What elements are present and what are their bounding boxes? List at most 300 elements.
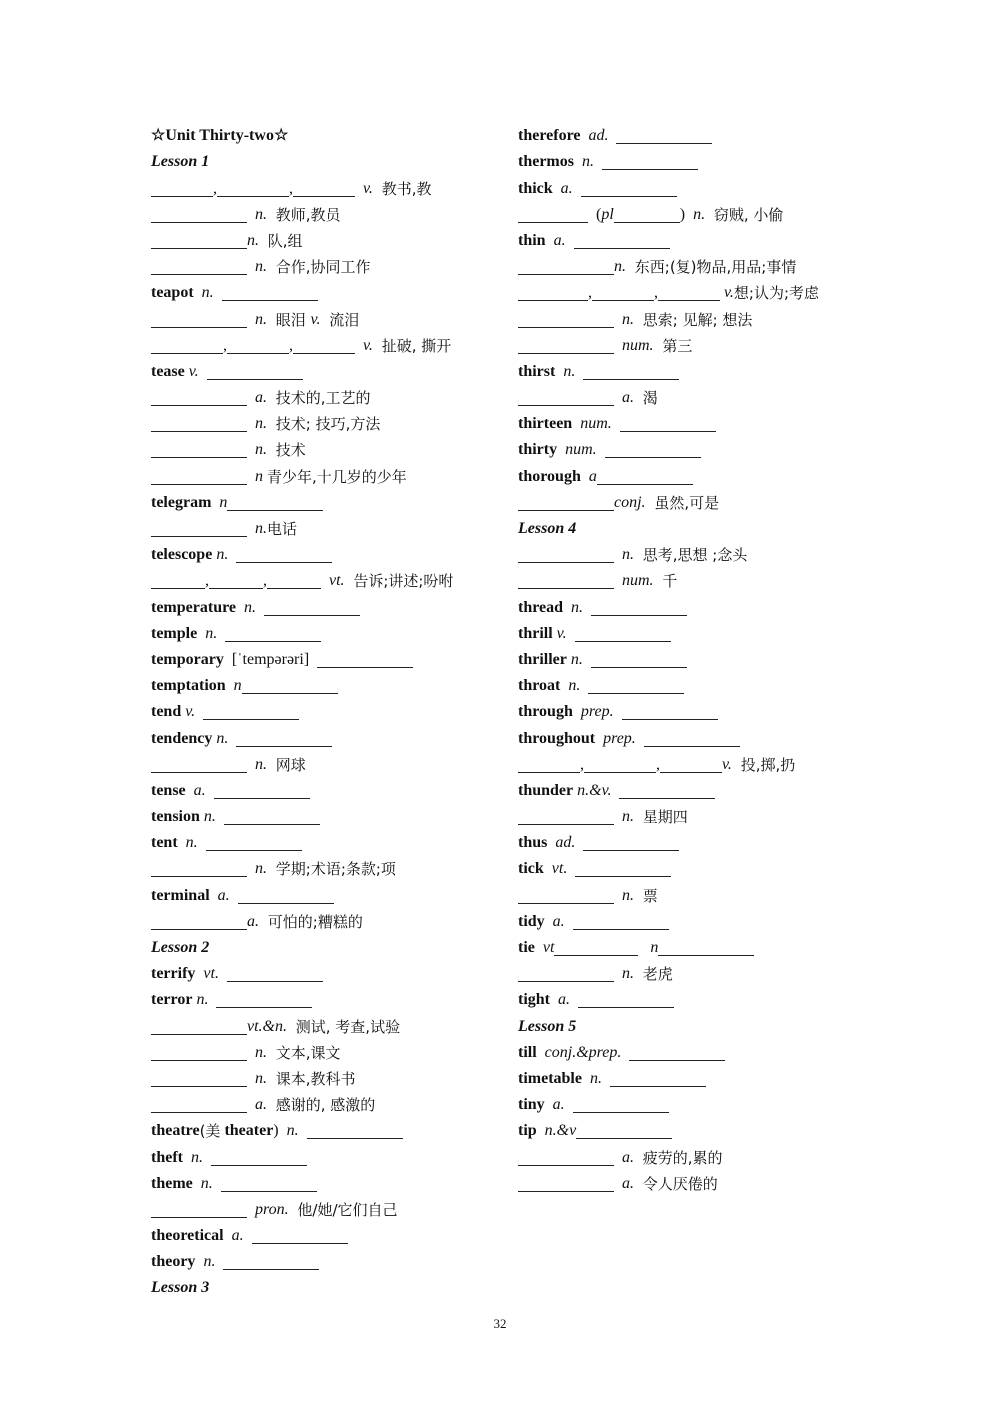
vocab-row — [518, 1092, 878, 1118]
vocab-word: tidy — [518, 912, 545, 930]
vocab-word: therefore — [518, 127, 581, 145]
answer-blank — [151, 466, 247, 485]
vocab-word: telegram — [151, 493, 212, 511]
part-of-speech: num. — [572, 415, 620, 433]
answer-blank — [614, 204, 680, 223]
answer-blank — [592, 282, 654, 301]
vocab-row — [518, 725, 878, 751]
part-of-speech: a. — [247, 389, 271, 407]
vocab-row — [518, 385, 878, 411]
part-of-speech: n. — [212, 546, 237, 564]
answer-blank — [221, 1173, 317, 1192]
vocab-row — [518, 804, 878, 830]
chinese-meaning: 千 — [657, 572, 678, 591]
answer-blank — [518, 963, 614, 982]
vocab-row — [151, 752, 501, 778]
part-of-speech: v. — [181, 703, 204, 721]
vocab-row — [518, 228, 878, 254]
answer-blank — [573, 1094, 669, 1113]
part-of-speech: n. — [212, 729, 237, 747]
answer-blank — [151, 858, 247, 877]
vocab-word: terrify — [151, 965, 196, 983]
answer-blank — [293, 178, 355, 197]
part-of-speech: n. — [247, 258, 271, 276]
part-of-speech: num. — [614, 572, 658, 590]
chinese-meaning: 渴 — [638, 389, 658, 408]
answer-blank — [660, 754, 722, 773]
part-of-speech: n. — [614, 965, 638, 983]
part-of-speech: v. — [310, 310, 325, 328]
answer-blank — [236, 728, 332, 747]
part-of-speech: vt. — [543, 860, 576, 878]
answer-blank — [518, 309, 614, 328]
answer-blank — [591, 597, 687, 616]
vocab-row — [151, 1144, 501, 1170]
answer-blank — [227, 335, 289, 354]
answer-blank — [518, 335, 614, 354]
part-of-speech: n. — [614, 546, 638, 564]
answer-blank — [574, 230, 670, 249]
answer-blank — [225, 623, 321, 642]
answer-blank — [578, 989, 674, 1008]
vocab-word: thermos — [518, 153, 574, 171]
lesson-heading — [151, 1275, 501, 1301]
vocab-word: tie — [518, 939, 535, 956]
answer-blank — [605, 439, 701, 458]
answer-blank — [151, 413, 247, 432]
text-fragment: ) — [679, 205, 690, 223]
vocab-word: thunder — [518, 781, 574, 799]
part-of-speech: n. — [177, 834, 206, 852]
chinese-meaning: 令人厌倦的 — [638, 1174, 718, 1193]
vocab-row — [518, 306, 878, 332]
vocab-word: till — [518, 1043, 537, 1061]
unit-title-text: ☆Unit Thirty-two☆ — [151, 127, 289, 145]
part-of-speech: n — [211, 493, 228, 511]
vocab-row — [518, 987, 878, 1013]
chinese-meaning: 想;认为;考虑 — [733, 284, 820, 303]
part-of-speech: n. — [247, 860, 271, 878]
answer-blank — [576, 1120, 672, 1139]
vocab-row — [518, 280, 878, 306]
answer-blank — [518, 1173, 614, 1192]
answer-blank — [151, 309, 247, 328]
chinese-meaning: 票 — [638, 886, 658, 905]
answer-blank — [616, 125, 712, 144]
vocab-word: theft — [151, 1148, 183, 1166]
chinese-meaning: 教师,教员 — [271, 205, 341, 224]
vocab-row — [151, 830, 501, 856]
vocab-word: thriller — [518, 650, 567, 668]
left-column — [151, 123, 501, 1301]
part-of-speech: n. — [236, 598, 264, 616]
part-of-speech: vt.&n. — [247, 1017, 291, 1035]
part-of-speech: n. — [614, 808, 638, 826]
vocab-row — [151, 228, 501, 254]
answer-blank — [151, 911, 247, 930]
answer-blank — [518, 1147, 614, 1166]
part-of-speech: ad. — [580, 127, 617, 145]
answer-blank — [518, 492, 614, 511]
part-of-speech: a. — [545, 231, 574, 249]
vocab-row — [518, 856, 878, 882]
lesson-heading — [518, 516, 878, 542]
part-of-speech: conj. — [614, 493, 650, 511]
text-fragment: ) — [273, 1122, 283, 1140]
vocab-row — [151, 961, 501, 987]
answer-blank — [317, 649, 413, 668]
vocab-row — [151, 778, 501, 804]
answer-blank — [575, 623, 671, 642]
part-of-speech: n. — [573, 153, 602, 171]
answer-blank — [151, 204, 247, 223]
chinese-meaning: 流泪 — [324, 310, 360, 329]
part-of-speech: n. — [247, 1043, 271, 1061]
answer-blank — [588, 675, 684, 694]
chinese-meaning: 第三 — [657, 336, 693, 355]
answer-blank — [518, 387, 614, 406]
chinese-meaning: 东西;(复)物品,用品;事情 — [630, 258, 797, 277]
part-of-speech: vt. — [321, 572, 349, 590]
chinese-meaning: 思考,思想 ;念头 — [638, 546, 748, 565]
vocab-row — [151, 1092, 501, 1118]
chinese-meaning: 可怕的;糟糕的 — [263, 912, 363, 931]
vocab-word: tight — [518, 991, 550, 1009]
answer-blank — [307, 1120, 403, 1139]
part-of-speech: n. — [247, 441, 271, 459]
vocab-row — [151, 280, 501, 306]
part-of-speech: n. — [247, 205, 271, 223]
chinese-meaning: 虽然,可是 — [649, 493, 720, 512]
answer-blank — [236, 544, 332, 563]
part-of-speech: n. — [555, 362, 584, 380]
answer-blank — [151, 335, 223, 354]
vocab-word: thread — [518, 598, 564, 616]
vocab-word: thrill — [518, 624, 553, 642]
answer-blank — [209, 570, 263, 589]
vocab-row — [151, 647, 501, 673]
answer-blank — [658, 937, 754, 956]
part-of-speech: n. — [282, 1122, 307, 1140]
part-of-speech: prep. — [572, 703, 622, 721]
vocab-row — [518, 1066, 878, 1092]
answer-blank — [518, 570, 614, 589]
vocab-word: terminal — [151, 886, 210, 904]
lesson-heading-text: Lesson 4 — [518, 520, 577, 537]
answer-blank — [151, 1068, 247, 1087]
vocab-word: teapot — [151, 284, 194, 302]
chinese-meaning: 文本,课文 — [271, 1043, 341, 1062]
chinese-meaning: 老虎 — [638, 965, 673, 984]
vocab-row — [518, 123, 878, 149]
part-of-speech: n — [247, 467, 267, 485]
lesson-heading — [518, 1013, 878, 1039]
vocab-word: tent — [151, 834, 178, 852]
answer-blank — [211, 1147, 307, 1166]
vocab-word: tense — [151, 781, 186, 799]
lesson-heading — [151, 149, 501, 175]
answer-blank — [267, 570, 321, 589]
vocab-row — [518, 437, 878, 463]
vocab-row — [151, 175, 501, 201]
part-of-speech: a — [580, 467, 597, 485]
vocab-row — [518, 149, 878, 175]
chinese-meaning: 告诉;讲述;吩咐 — [348, 572, 454, 591]
vocab-row — [518, 830, 878, 856]
text-fragment: , — [289, 336, 293, 354]
chinese-meaning: 教书,教 — [376, 179, 432, 198]
answer-blank — [573, 911, 669, 930]
answer-blank — [581, 178, 677, 197]
part-of-speech: n. — [560, 677, 589, 695]
answer-blank — [597, 466, 693, 485]
vocab-word: tend — [151, 703, 182, 721]
lesson-heading-text: Lesson 5 — [518, 1017, 577, 1035]
vocab-word: timetable — [518, 1069, 582, 1087]
vocab-row — [518, 961, 878, 987]
lesson-heading — [151, 935, 501, 961]
vocab-row — [518, 935, 878, 961]
vocab-row — [518, 882, 878, 908]
answer-blank — [151, 754, 247, 773]
part-of-speech: n.&v — [536, 1122, 577, 1140]
answer-blank — [575, 858, 671, 877]
vocab-word: thirty — [518, 441, 558, 459]
vocab-row — [151, 463, 501, 489]
vocab-row — [518, 594, 878, 620]
answer-blank — [518, 806, 614, 825]
part-of-speech: n. — [197, 624, 226, 642]
vocab-row — [518, 647, 878, 673]
vocab-word: theater — [220, 1122, 274, 1140]
vocab-row — [518, 778, 878, 804]
answer-blank — [622, 701, 718, 720]
vocab-row — [151, 882, 501, 908]
chinese-meaning: 技术 — [271, 441, 306, 460]
chinese-meaning: 测试, 考查,试验 — [291, 1017, 401, 1036]
vocab-row — [518, 568, 878, 594]
vocab-row — [151, 1066, 501, 1092]
answer-blank — [583, 361, 679, 380]
vocab-row — [518, 1171, 878, 1197]
vocab-word: thus — [518, 834, 548, 852]
answer-blank — [518, 544, 614, 563]
vocab-row — [518, 752, 878, 778]
unit-title — [151, 123, 501, 149]
part-of-speech: n.&v. — [573, 781, 620, 799]
chinese-meaning: 思索; 见解; 想法 — [638, 310, 753, 329]
vocab-word: theme — [151, 1174, 193, 1192]
vocab-row — [151, 1040, 501, 1066]
vocab-word: tendency — [151, 729, 213, 747]
vocab-word: theory — [151, 1253, 196, 1271]
chinese-meaning: 窃贼, 小偷 — [709, 205, 784, 224]
vocab-word: thick — [518, 179, 553, 197]
vocab-row — [151, 516, 501, 542]
vocab-row — [151, 542, 501, 568]
chinese-meaning: 眼泪 — [271, 310, 311, 329]
part-of-speech: v. — [722, 755, 736, 773]
part-of-speech: n. — [247, 520, 267, 537]
answer-blank — [227, 963, 323, 982]
vocab-row — [518, 463, 878, 489]
answer-blank — [658, 282, 720, 301]
part-of-speech: prep. — [595, 729, 644, 747]
vocab-row — [151, 359, 501, 385]
chinese-meaning: 扯破, 撕开 — [376, 336, 452, 355]
text-fragment: , — [656, 755, 660, 773]
vocab-word: terror — [151, 991, 193, 1009]
part-of-speech: num. — [614, 336, 658, 354]
text-fragment: , — [263, 572, 267, 590]
answer-blank — [223, 1251, 319, 1270]
lesson-heading-text: Lesson 1 — [151, 153, 210, 171]
part-of-speech: n. — [247, 415, 271, 433]
answer-blank — [222, 282, 318, 301]
part-of-speech: n. — [614, 310, 638, 328]
vocab-word: theatre — [151, 1122, 200, 1140]
part-of-speech: n — [638, 939, 659, 956]
answer-blank — [207, 361, 303, 380]
part-of-speech: a. — [185, 781, 214, 799]
vocab-row — [151, 1197, 501, 1223]
answer-blank — [151, 1094, 247, 1113]
part-of-speech: n. — [193, 284, 222, 302]
vocab-word: telescope — [151, 546, 213, 564]
vocab-word: temporary — [151, 650, 224, 668]
part-of-speech: a. — [544, 1096, 573, 1114]
part-of-speech: n. — [614, 258, 630, 276]
part-of-speech: n. — [689, 205, 710, 223]
vocab-word: tease — [151, 362, 185, 380]
answer-blank — [151, 439, 247, 458]
chinese-meaning: 他/她/它们自己 — [292, 1200, 398, 1219]
vocab-row — [151, 1118, 501, 1144]
vocab-word: throughout — [518, 729, 596, 747]
answer-blank — [583, 832, 679, 851]
chinese-meaning: 星期四 — [638, 808, 688, 827]
chinese-meaning: 学期;术语;条款;项 — [271, 860, 396, 879]
text-fragment: , — [654, 284, 658, 302]
lesson-heading-text: Lesson 3 — [151, 1279, 210, 1297]
chinese-meaning: 队,组 — [263, 231, 303, 250]
text-fragment: , — [205, 572, 209, 590]
part-of-speech: n. — [195, 1253, 224, 1271]
answer-blank — [214, 780, 310, 799]
answer-blank — [151, 1199, 247, 1218]
answer-blank — [217, 178, 289, 197]
answer-blank — [206, 832, 302, 851]
vocab-word: thirst — [518, 362, 556, 380]
answer-blank — [151, 178, 213, 197]
part-of-speech: conj.&prep. — [536, 1043, 630, 1061]
vocab-row — [151, 1013, 501, 1039]
answer-blank — [227, 492, 323, 511]
answer-blank — [238, 885, 334, 904]
answer-blank — [620, 413, 716, 432]
part-of-speech: pron. — [247, 1200, 293, 1218]
vocab-word: tick — [518, 860, 544, 878]
vocab-row — [151, 621, 501, 647]
lesson-heading-text: Lesson 2 — [151, 939, 210, 956]
part-of-speech: a. — [614, 1174, 638, 1192]
part-of-speech: v. — [355, 179, 377, 197]
part-of-speech: a. — [209, 886, 238, 904]
text-fragment: ( — [588, 205, 602, 223]
vocab-row — [151, 411, 501, 437]
part-of-speech: a. — [552, 179, 581, 197]
chinese-meaning: 疲劳的,累的 — [638, 1148, 723, 1167]
text-fragment: , — [588, 284, 592, 302]
vocab-row — [518, 175, 878, 201]
vocab-word: thirteen — [518, 415, 573, 433]
part-of-speech: ad. — [547, 834, 584, 852]
answer-blank — [264, 597, 360, 616]
vocab-word: tension — [151, 808, 200, 826]
vocab-word: temperature — [151, 598, 236, 616]
part-of-speech: a. — [223, 1227, 252, 1245]
vocab-row — [151, 385, 501, 411]
answer-blank — [151, 1042, 247, 1061]
answer-blank — [518, 256, 614, 275]
chinese-meaning: 感谢的, 感激的 — [271, 1096, 376, 1115]
answer-blank — [224, 806, 320, 825]
answer-blank — [554, 937, 638, 956]
answer-blank — [644, 728, 740, 747]
part-of-speech: a. — [550, 991, 578, 1009]
answer-blank — [151, 230, 247, 249]
vocab-row — [151, 490, 501, 516]
chinese-meaning: 技术; 技巧,方法 — [271, 415, 381, 434]
part-of-speech: vt. — [195, 965, 227, 983]
answer-blank — [151, 1016, 247, 1035]
chinese-meaning: 技术的,工艺的 — [271, 389, 371, 408]
vocab-row — [151, 437, 501, 463]
vocab-row — [518, 490, 878, 516]
answer-blank — [518, 204, 588, 223]
answer-blank — [216, 989, 312, 1008]
part-of-speech: n. — [247, 231, 263, 249]
answer-blank — [584, 754, 656, 773]
vocab-row — [518, 1144, 878, 1170]
text-fragment: , — [580, 755, 584, 773]
vocab-row — [151, 1223, 501, 1249]
answer-blank — [151, 518, 247, 537]
part-of-speech: n. — [247, 310, 271, 328]
vocab-row — [518, 673, 878, 699]
part-of-speech: num. — [557, 441, 605, 459]
right-column — [518, 123, 878, 1197]
vocab-row — [151, 1171, 501, 1197]
vocab-row — [151, 568, 501, 594]
vocab-row — [518, 1040, 878, 1066]
vocab-row — [518, 411, 878, 437]
answer-blank — [151, 570, 205, 589]
vocab-row — [518, 254, 878, 280]
vocab-word: thorough — [518, 467, 581, 485]
vocab-row — [518, 909, 878, 935]
answer-blank — [242, 675, 338, 694]
part-of-speech: a. — [544, 912, 573, 930]
chinese-meaning: (美 — [199, 1122, 221, 1141]
text-fragment: , — [223, 336, 227, 354]
vocab-row — [151, 856, 501, 882]
vocab-row — [151, 987, 501, 1013]
part-of-speech: v. — [720, 284, 734, 302]
part-of-speech: n — [225, 677, 242, 695]
part-of-speech: pl — [601, 205, 614, 223]
vocab-row — [151, 909, 501, 935]
